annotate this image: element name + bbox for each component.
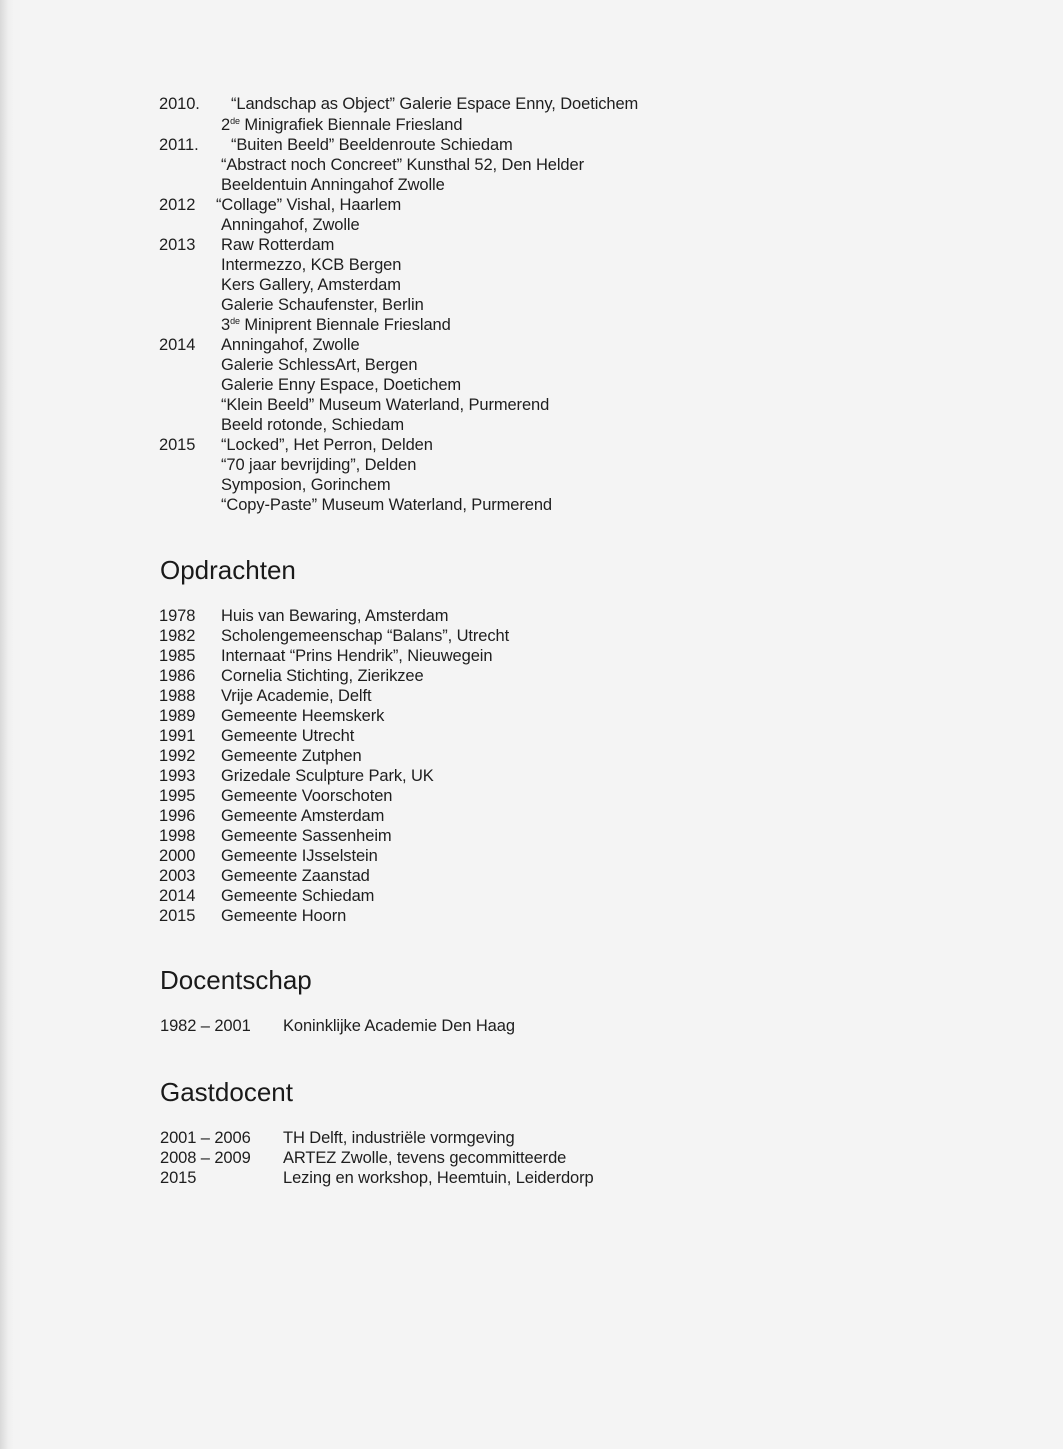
exhibition-text: Beeld rotonde, Schiedam (221, 416, 404, 434)
commission-text: Gemeente Voorschoten (221, 787, 393, 805)
ordinal-suffix: de (230, 116, 240, 126)
commission-year: 2003 (159, 867, 196, 885)
exhibition-text: Beeldentuin Anningahof Zwolle (221, 176, 445, 194)
exhibition-text: Galerie SchlessArt, Bergen (221, 356, 418, 374)
commission-year: 1982 (159, 627, 196, 645)
commission-year: 1978 (159, 607, 196, 625)
exhibition-text: Miniprent Biennale Friesland (244, 316, 451, 334)
commission-year: 1992 (159, 747, 196, 765)
exhibition-text: “Copy-Paste” Museum Waterland, Purmerend (221, 496, 553, 514)
commission-year: 1985 (159, 647, 196, 665)
commission-text: Gemeente Hoorn (221, 907, 347, 925)
guest-teaching-period: 2008 – 2009 (160, 1149, 251, 1167)
exhibition-text: “Landschap as Object” Galerie Espace Enny, Doetichem (231, 95, 639, 113)
exhibition-text: Galerie Schaufenster, Berlin (221, 296, 424, 314)
commission-text: Gemeente Schiedam (221, 887, 375, 905)
exhibition-year: 2015 (159, 436, 196, 454)
commission-text: Scholengemeenschap “Balans”, Utrecht (221, 627, 510, 645)
docentschap-heading: Docentschap (160, 965, 312, 995)
exhibition-text: Kers Gallery, Amsterdam (221, 276, 401, 294)
exhibition-text: Galerie Enny Espace, Doetichem (221, 376, 462, 394)
exhibition-text: “Abstract noch Concreet” Kunsthal 52, Den Helder (221, 156, 584, 174)
commission-year: 2000 (159, 847, 196, 865)
exhibition-text: “Collage” Vishal, Haarlem (216, 196, 402, 214)
exhibition-text: “Locked”, Het Perron, Delden (221, 436, 433, 454)
ordinal-number: 3 (221, 316, 231, 334)
commission-text: Gemeente IJsselstein (221, 847, 378, 865)
exhibition-text: Minigrafiek Biennale Friesland (244, 116, 463, 134)
commission-year: 2015 (159, 907, 196, 925)
commission-year: 1989 (159, 707, 196, 725)
guest-teaching-period: 2001 – 2006 (160, 1129, 251, 1147)
guest-teaching-text: Lezing en workshop, Heemtuin, Leiderdorp (283, 1169, 594, 1187)
exhibition-text: Anningahof, Zwolle (221, 216, 360, 234)
exhibition-year: 2010. (159, 95, 200, 113)
commission-year: 1995 (159, 787, 196, 805)
guest-teaching-period: 2015 (160, 1169, 197, 1187)
opdrachten-heading: Opdrachten (160, 555, 296, 585)
commission-text: Gemeente Utrecht (221, 727, 355, 745)
exhibition-text: Anningahof, Zwolle (221, 336, 360, 354)
commission-year: 1996 (159, 807, 196, 825)
exhibition-text: “Klein Beeld” Museum Waterland, Purmerend (221, 396, 550, 414)
exhibition-text: Intermezzo, KCB Bergen (221, 256, 402, 274)
commission-text: Gemeente Zaanstad (221, 867, 370, 885)
exhibition-year: 2014 (159, 336, 196, 354)
teaching-text: Koninklijke Academie Den Haag (283, 1017, 515, 1035)
commission-text: Internaat “Prins Hendrik”, Nieuwegein (221, 647, 493, 665)
exhibition-text: Symposion, Gorinchem (221, 476, 391, 494)
commission-text: Vrije Academie, Delft (221, 687, 372, 705)
ordinal-suffix: de (230, 316, 240, 326)
guest-teaching-text: ARTEZ Zwolle, tevens gecommitteerde (283, 1149, 567, 1167)
commission-text: Grizedale Sculpture Park, UK (221, 767, 434, 785)
exhibition-text: Raw Rotterdam (221, 236, 335, 254)
commission-year: 2014 (159, 887, 196, 905)
exhibition-year: 2012 (159, 196, 196, 214)
exhibition-year: 2013 (159, 236, 196, 254)
exhibition-text: “70 jaar bevrijding”, Delden (221, 456, 417, 474)
commission-text: Huis van Bewaring, Amsterdam (221, 607, 449, 625)
commission-text: Cornelia Stichting, Zierikzee (221, 667, 424, 685)
commission-year: 1988 (159, 687, 196, 705)
commission-year: 1991 (159, 727, 196, 745)
commission-year: 1998 (159, 827, 196, 845)
commission-year: 1993 (159, 767, 196, 785)
commission-text: Gemeente Heemskerk (221, 707, 385, 725)
commission-text: Gemeente Sassenheim (221, 827, 392, 845)
exhibition-year: 2011. (159, 136, 199, 154)
guest-teaching-text: TH Delft, industriële vormgeving (283, 1129, 515, 1147)
exhibition-text: “Buiten Beeld” Beeldenroute Schiedam (231, 136, 513, 154)
ordinal-number: 2 (221, 116, 231, 134)
commission-year: 1986 (159, 667, 196, 685)
teaching-period: 1982 – 2001 (160, 1017, 251, 1035)
gastdocent-heading: Gastdocent (160, 1077, 293, 1107)
commission-text: Gemeente Amsterdam (221, 807, 385, 825)
commission-text: Gemeente Zutphen (221, 747, 362, 765)
